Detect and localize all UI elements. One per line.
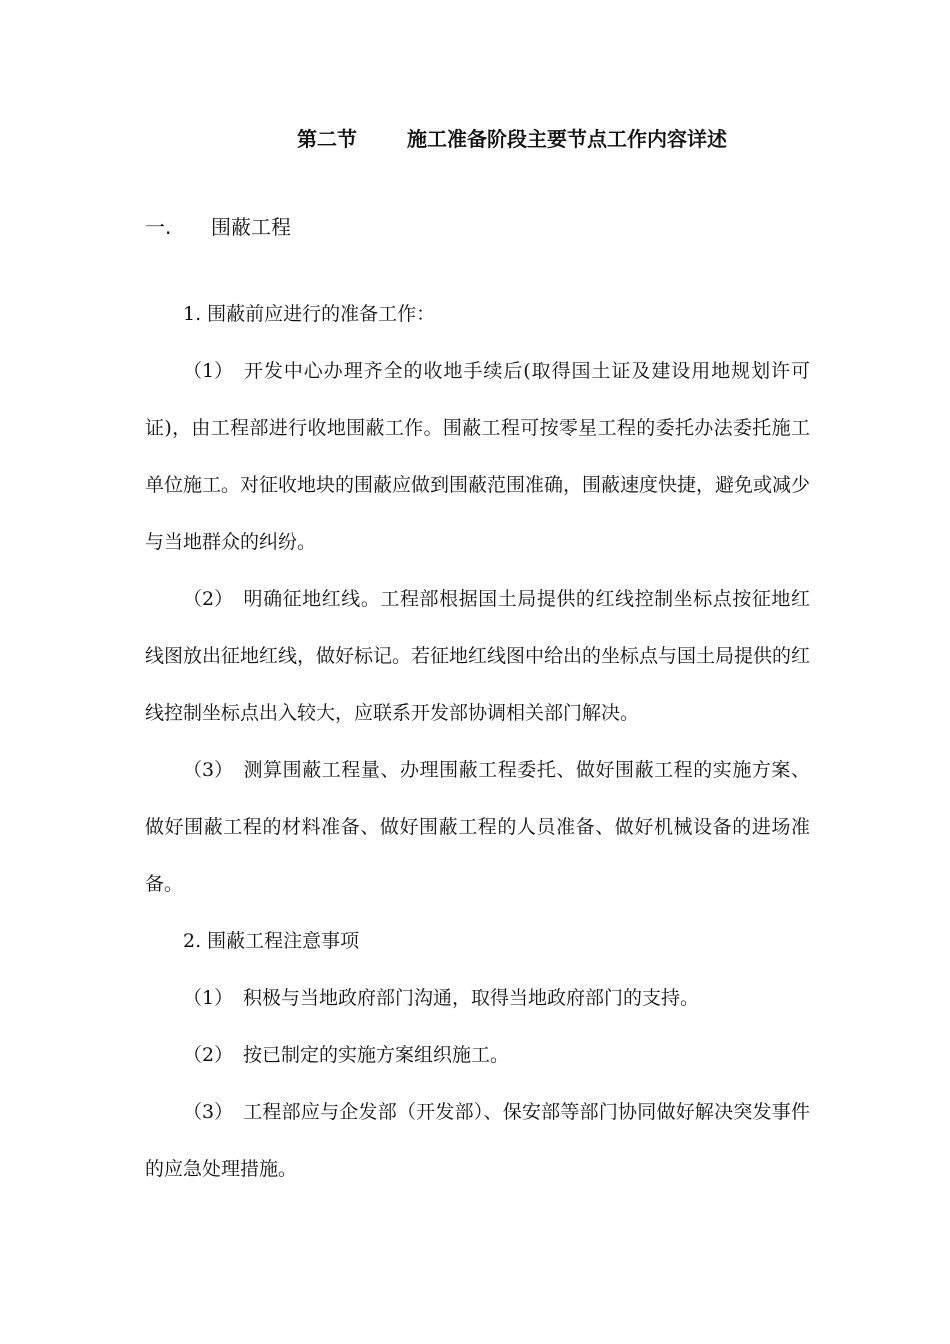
paragraph-prep-heading <box>145 286 810 343</box>
paragraph-notes-heading <box>145 913 810 970</box>
paragraph-notes-3 <box>145 1084 810 1198</box>
document-body <box>145 286 810 1198</box>
paragraph-text: 测算围蔽工程量、办理围蔽工程委托、做好围蔽工程的实施方案、做好围蔽工程的材料准备、做好围蔽工程的人员准备、做好机械设备的进场准备。 <box>145 759 810 895</box>
chapter-title: 施工准备阶段主要节点工作内容详述 <box>407 127 727 151</box>
list-marker: （1） <box>183 360 234 382</box>
paragraph-text: 按已制定的实施方案组织施工。 <box>243 1044 510 1066</box>
paragraph-text: 开发中心办理齐全的收地手续后(取得国土证及建设用地规划许可证)，由工程部进行收地围蔽工作。围蔽工程可按零星工程的委托办法委托施工单位施工。对征收地块的围蔽应做到围蔽范围准确，围蔽速度快捷，避免或减少与当地群众的纠纷。 <box>145 360 811 553</box>
paragraph-text: 1. 围蔽前应进行的准备工作： <box>183 303 436 325</box>
list-marker: （1） <box>183 987 234 1009</box>
paragraph-notes-2 <box>145 1027 810 1084</box>
paragraph-notes-1 <box>145 970 810 1027</box>
paragraph-text: 工程部应与企发部（开发部）、保安部等部门协同做好解决突发事件的应急处理措施。 <box>145 1101 810 1180</box>
section-number: 一. <box>145 215 172 239</box>
list-marker: （2） <box>183 1044 234 1066</box>
chapter-label: 第二节 <box>297 127 357 151</box>
list-marker: （3） <box>183 759 234 781</box>
list-marker: （3） <box>183 1101 234 1123</box>
list-marker: （2） <box>183 588 234 610</box>
paragraph-prep-2 <box>145 571 810 742</box>
paragraph-prep-1 <box>145 343 810 571</box>
paragraph-text: 积极与当地政府部门沟通，取得当地政府部门的支持。 <box>243 987 700 1009</box>
section-title: 围蔽工程 <box>211 215 291 239</box>
paragraph-prep-3 <box>145 742 810 913</box>
paragraph-text: 明确征地红线。工程部根据国土局提供的红线控制坐标点按征地红线图放出征地红线，做好标记。若征地红线图中给出的坐标点与国土局提供的红线控制坐标点出入较大，应联系开发部协调相关部门解决。 <box>145 588 811 724</box>
page-title <box>297 122 727 156</box>
paragraph-text: 2. 围蔽工程注意事项 <box>183 930 360 952</box>
section-heading <box>145 210 291 244</box>
